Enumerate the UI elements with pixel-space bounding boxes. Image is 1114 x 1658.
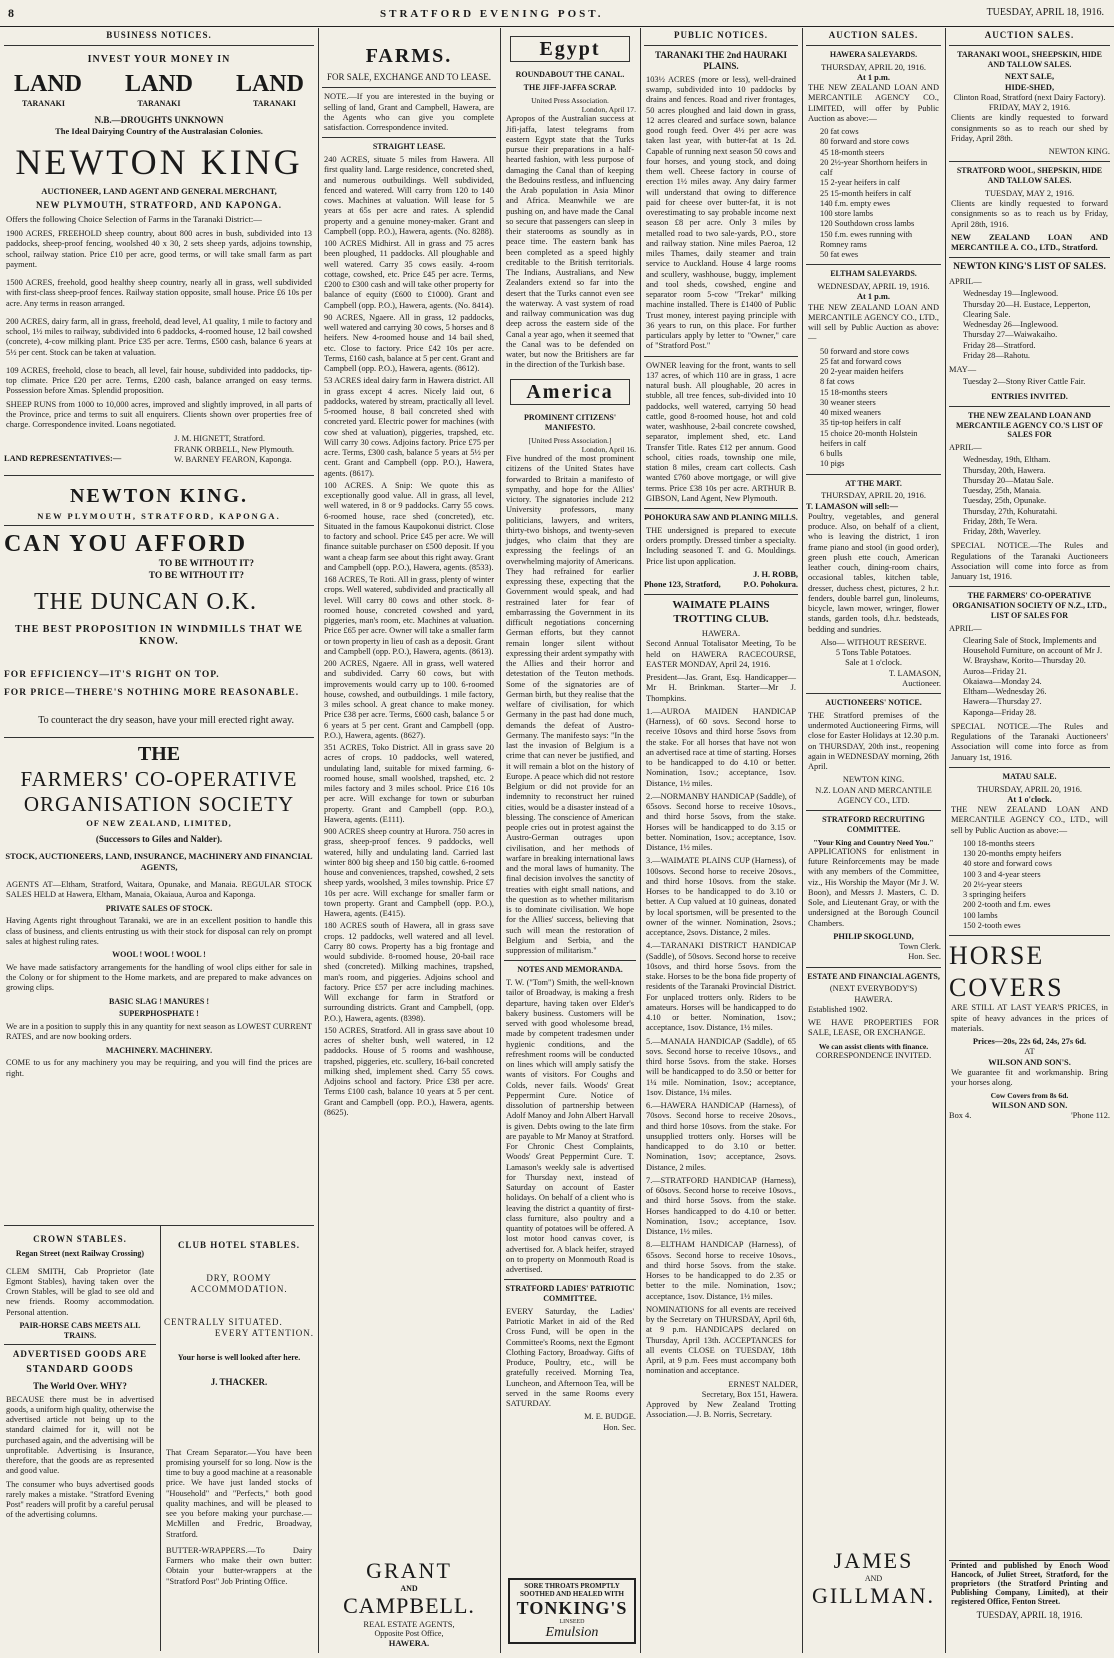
correspondence-line: CORRESPONDENCE INVITED.: [815, 1050, 932, 1060]
superphosphate-heading: SUPERPHOSPHATE !: [119, 1009, 199, 1019]
sale-date: THURSDAY, APRIL 20, 1916.: [821, 62, 926, 72]
pair-horse-line: PAIR-HORSE CABS MEETS ALL TRAINS.: [19, 1320, 141, 1340]
sale-time: At 1 o'clock.: [1007, 794, 1052, 804]
hauraki-heading: TARANAKI THE 2nd HAURAKI PLAINS.: [655, 49, 787, 71]
auctioneer-line: Auctioneer.: [902, 678, 941, 688]
recruiting-text: APPLICATIONS for enlistment in future Reinforcements may be made with any members of the Committee, viz., His Worship the Mayor (Mr J. W. Boon), and Messrs J. Masters, C. D. Sole, and Lieutenant Gray, or with the undersigned at the Borough Council Chambers.: [808, 846, 939, 928]
race-item: 1.—AUROA MAIDEN HANDICAP (Harness), of 60 sovs. Second horse to receive 10sovs and third horse 5sovs from the stake. For all horses that have not won an advertised race at time of starting. Horses to be handicapped to do 4.10 or better. Nomination, 1sov.; acceptance, 1sov. Distance, 1½ miles.: [646, 706, 796, 788]
regan-line: Regan Street (next Railway Crossing): [15, 1248, 145, 1258]
column-header: PUBLIC NOTICES.: [673, 30, 769, 40]
basic-slag-heading: BASIC SLAG ! MANURES !: [108, 996, 209, 1006]
farm-listing: 351 ACRES, Toko District. All in grass save 20 acres of crops. 10 paddocks, well watered, undulating land, suitable for mixed farming. 6-roomed house, small woolshed, trapshed, etc. 2 miles factory and 3 miles school. Price £16 10s per acre. Will exchange for town or suburban property. Grant and Campbell (opp. P.O.), Hawera, agents. (E111).: [324, 743, 494, 824]
mart-heading: AT THE MART.: [845, 478, 902, 488]
sale-date: FRIDAY, MAY 2, 1916.: [988, 103, 1071, 113]
counteract-line: To counteract the dry season, have your mill erected right away.: [38, 715, 294, 727]
sale-time: Sale at 1 o'clock.: [845, 658, 902, 668]
private-sales-text: Having Agents right throughout Taranaki, we are in an excellent position to handle this class of business, and clients entrusting us with their stock for disposal can rely on prompt sales at highest ruling rates.: [6, 916, 312, 946]
upa-line: United Press Association.: [531, 95, 609, 105]
sales-list: Clearing Sale of Stock, Implements and Household Furniture, on account of Mr J. W. Brayshaw, Korito—Thursday 20. Auroa—Friday 21. Okaiawa—Monday 24. Eltham—Wednesday 26. Hawera—Thursday 27. Kaponga—Friday 28.: [963, 635, 1103, 717]
sale-date: THURSDAY, APRIL 20, 1916.: [977, 784, 1082, 794]
machinery-heading: MACHINERY. MACHINERY.: [105, 1045, 213, 1055]
towns-line: NEW PLYMOUTH, STRATFORD, AND KAPONGA.: [35, 199, 283, 210]
lamason-text: Poultry, vegetables, and general produce. Also, on behalf of a client, who is leaving the district, 1 iron frame piano and stool (in good order), green plush ette couch, American leather couch, dining-room chairs, occasional tables, kitchen table, dresser, duchess chest, pictures, 2 h.r. fenders, double barrel gun, linoleums, bicycle, lawn mower, wringer, flower stands, garden tools, d.h.r. bedsteads, bedding and sundries.: [808, 511, 939, 634]
sale-date: WEDNESDAY, APRIL 19, 1916.: [817, 282, 930, 292]
prices-line: Prices—20s, 22s 6d, 24s, 27s 6d.: [972, 1037, 1087, 1047]
farm-listing: 1900 ACRES, FREEHOLD sheep country, about 800 acres in bush, subdivided into 13 paddocks, sheep-proof fencing, woolshed 40 x 30, 2 sets sheep yards, adjoins township, school, railway station. Price £10 per acre, good terms, or will take small farm as part payment.: [6, 229, 312, 269]
still-text: ARE STILL AT LAST YEAR'S PRICES, in spite of heavy advances in the prices of materials.: [951, 1003, 1108, 1033]
hide-shed: HIDE-SHED,: [1004, 82, 1055, 92]
special-notice: SPECIAL NOTICE.—The Rules and Regulations of the Taranaki Auctioneers Association will come into force as from January 1st, 1916.: [951, 541, 1108, 582]
horse-heading: HORSE: [949, 941, 1045, 971]
clients-text: Clients are kindly requested to forward consignments so as to reach us by Friday, April 28th, 1916.: [951, 199, 1108, 229]
without-line: TO BE WITHOUT IT?: [158, 559, 254, 570]
month-label: APRIL—: [949, 443, 982, 453]
farm-listing: 90 ACRES, Ngaere. All in grass, 12 paddocks, well watered and carrying 30 cows, 5 horses and 8 heifers. New 4-roomed house and 14 bail shed, etc. Close to factory. Price £42 10s per acre. Terms, £160 cash, balance at 5 per cent. Grant and Campbell (opp. P.O.), Hawera, agents. (8612).: [324, 312, 494, 374]
column-rule: [160, 1226, 161, 1651]
advertised-goods-heading: ADVERTISED GOODS ARE: [12, 1349, 148, 1360]
wool-heading: WOOL ! WOOL ! WOOL !: [112, 950, 206, 960]
meeting-line: Second Annual Totalisator Meeting, To be held on HAWERA RACECOURSE, EASTER MONDAY, April 24, 1916.: [646, 639, 796, 669]
manifesto-heading: PROMINENT CITIZENS' MANIFESTO.: [523, 413, 617, 432]
ideal-line: The Ideal Dairying Country of the Australasian Colonies.: [55, 126, 263, 137]
column-header: AUCTION SALES.: [828, 30, 919, 40]
dry-roomy-line: DRY, ROOMY ACCOMMODATION.: [190, 1272, 288, 1294]
grant-campbell-ad: GRANT AND CAMPBELL. REAL ESTATE AGENTS, Opposite Post Office, HAWERA.: [322, 1558, 496, 1648]
crown-stables-column: [4, 1230, 156, 1650]
clinton-road: Clinton Road, Stratford (next Dairy Factory).: [953, 92, 1106, 102]
potatoes-line: 5 Tons Table Potatoes.: [835, 648, 912, 658]
world-over-line: The World Over. WHY?: [33, 1380, 127, 1391]
farmers-logo-org: ORGANISATION SOCIETY: [23, 792, 295, 817]
land-banner: LAND LAND LAND: [14, 71, 304, 98]
month-label: APRIL—: [949, 623, 982, 633]
cow-covers-line: Cow Covers from 8s 6d.: [990, 1091, 1069, 1101]
wilson-contact: Box 4. 'Phone 112.: [949, 1110, 1110, 1120]
horse-looked-after: Your horse is well looked after here.: [177, 1352, 301, 1362]
race-item: 4.—TARANAKI DISTRICT HANDICAP (Saddle), of 50sovs. Second horse to receive 10sovs, and third horse 5sovs. from the stake. Horses to be the bona fide property of residents of the Taranaki Provincial District. For unplaced trotters only. Riders to be amateurs. Horses will be handicapped to do 4.10 or better. Nomination, 1sov.; acceptance, 1sov. Distance, 1½ miles.: [646, 941, 796, 1033]
section-rule: [4, 1225, 314, 1226]
stock-list: 50 forward and store cows 25 fat and forward cows 20 2-year maiden heifers 8 fat cows 15 18-months steers 30 weaner steers 40 mixed weaners 35 tip-top heifers in calf 15 choice 20-month Holstein heifers in calf 6 bulls 10 pigs: [820, 346, 918, 469]
farm-listing: 900 ACRES sheep country at Hurora. 750 acres in grass, sheep-proof fences. 9 paddocks, well watered, hilly and undulating land. Carried last winter 800 big sheep and 150 big cattle. 6-roomed house and conveniences, trapshed, cowshed, 2 sets sheep yards, woolshed, 3 miles township. Price £7 10s per acre. Will exchange for smaller farm or town property. Grant and Campbell (opp. P.O.), Hawera, agents. (E415).: [324, 827, 495, 919]
sale-date: TUESDAY, MAY 2, 1916.: [984, 188, 1075, 198]
matau-heading: MATAU SALE.: [1002, 771, 1057, 781]
properties-text: WE HAVE PROPERTIES FOR SALE, LEASE, OR EXCHANGE.: [808, 1018, 939, 1038]
nzla-text: THE NEW ZEALAND LOAN AND MERCANTILE AGENCY CO., LIMITED, will offer by Public Auction as above:—: [808, 83, 939, 123]
price-line: FOR PRICE—THERE'S NOTHING MORE REASONABLE.: [4, 687, 300, 698]
farmers-logo-title: FARMERS' CO-OPERATIVE: [20, 766, 298, 791]
invest-heading: INVEST YOUR MONEY IN: [87, 53, 231, 65]
column-header: AUCTION SALES.: [984, 30, 1075, 40]
nominations-text: NOMINATIONS for all events are received by the Secretary on THURSDAY, April 6th, at 9 p.m. HANDICAPS declared on Thursday, April 13th. ACCEPTANCES for all events CLOSE on TUESDAY, 18th April, at 9 p.m. Fees must accompany both nomination and acceptance.: [646, 1304, 796, 1376]
farm-listing: 100 ACRES. A Snip: We quote this as exceptionally good value. All in grass, all level, well watered, in 8 or 9 paddocks. Carry 55 cows. 6-roomed house, race shed (concreted), etc. Situated in the famous Kaupokonui district. Close to factory and school. Price £45 per acre. We will finance suitable purchaser on £500 deposit. If you want a cheap farm see about this right away. Grant and Campbell (opp. P.O.), Hawera, agents. (8533).: [324, 480, 494, 572]
note-text: NOTE.—If you are interested in the buying or selling of land, Grant and Campbell, Hawera, are the Agents who can give you complete satisfaction. Correspondence invited.: [324, 92, 494, 133]
race-item: 6.—HAWERA HANDICAP (Harness), of 70sovs. Second horse to receive 20sovs., and third horse 10sovs. from the stake. For unsupplied trotters only. Horses will be handicapped to do 3.10 or better. Nomination, 1sov; acceptance, 2sovs. Distance, 2 miles.: [646, 1101, 796, 1172]
farm-listing: 200 ACRES, Ngaere. All in grass, well watered and subdivided. Carry 60 cows, but with improvements would carry up to 100. 6-roomed house, cowshed, and outbuildings. 1 mile factory, 3 miles school. A great chance to make money. Price £38 per acre. Terms, £600 cash, balance 5 or 6 years at 5 per cent. Grant and Campbell (opp. P.O.), Hawera, agents. (8627).: [324, 659, 494, 740]
officials-line: President—Jas. Grant, Esq. Handicapper—Mr H. Brinkman. Starter—Mr J. Thompkins.: [646, 673, 796, 703]
lamason-line: T. LAMASON will sell:—: [806, 501, 898, 511]
column-rule: [640, 28, 641, 1653]
attention-line: EVERY ATTENTION.: [214, 1327, 314, 1338]
notes-text: T. W. ("Tom") Smith, the well-known tailor of Broadway, is making a fresh departure, having taken over Elder's bakery business. Customers will be served with good wholesome bread, made by competent tradesmen under hygienic conditions, and the refreshment rooms will be conducted on lines which will amply satisfy the wants of visitors. For Coughs and Colds, never fails. Woods' Great Peppermint Cure. Notice of dissolution of partnership between Adolf Manoy and John Albert Harvall is given. Debts owing to the late firm are payable to Mr Manoy at Stratford. For Chronic Chest Complaints, Woods' Great Peppermint Cure. T. Lamason's weekly sale is advertised for Thursday next, instead of Saturday on account of Easter holidays. On behalf of a client who is leaving the district a quantity of first-class furniture, also poultry and a quantity of potatoes will be offered. A lost motor hood canvas cover, is advertised for. A black heifer, strayed on to property on Monmouth Road is advertised.: [506, 978, 634, 1275]
newton-king-sig: NEWTON KING.: [842, 775, 905, 785]
superphosphate-text: We are in a position to supply this in any quantity for next season as LOWEST CURRENT RATES, and are now booking orders.: [6, 1022, 312, 1042]
farm-listing: 150 ACRES, Stratford. All in grass save about 10 acres of shelter bush, well watered, in 12 paddocks. House of 5 rooms and washhouse, trapshed, piggeries, etc. scullery, 16-bail concreted milking shed, implement shed. Carry 55 cows. Adjoins school and factory. Price £38 per acre. Terms £100 cash, balance 10 years at 5 per cent. Grant and Campbell (opp. P.O.), Hawera, agents. (8625).: [324, 1025, 494, 1117]
for-sale-heading: FOR SALE, EXCHANGE AND TO LEASE.: [327, 72, 491, 83]
farm-listing: 1500 ACRES, freehold, good healthy sheep country, nearly all in grass, well subdivided with first-class sheep-proof fences. Railway station opposite, small house. Price £6 10s per acre. Any terms in reason arranged.: [6, 278, 312, 308]
sale-date: THURSDAY, APRIL 20, 1916.: [821, 491, 926, 501]
jiff-jaffa-heading: THE JIFF-JAFFA SCRAP.: [523, 83, 617, 93]
farm-listing: 100 ACRES Midhirst. All in grass and 75 acres been ploughed, 11 paddocks. All ploughable and well watered. Carry 35 cows easily. 4-room cottage, cowshed, etc. Price £45 per acre. Terms, £200 to £300 cash and will take other property for balance of equity (£600 to £1000). Grant and Campbell (opp. P.O.), Hawera, agents. (No. 8414).: [324, 239, 494, 310]
next-everybody: (NEXT EVERYBODY'S): [829, 984, 918, 994]
dateline: London, April 17.: [581, 105, 636, 115]
estate-heading: ESTATE AND FINANCIAL AGENTS,: [807, 971, 940, 981]
king-country-line: "Your King and Country Need You.": [813, 837, 934, 847]
notes-heading: NOTES AND MEMORANDA.: [517, 965, 623, 975]
consumer-text: The consumer who buys advertised goods rarely makes a mistake. "Stratford Evening Post" readers will profit by a careful perusal of the advertising columns.: [6, 1479, 154, 1520]
business-notices-column: [4, 28, 314, 1218]
fcos-list-heading: THE FARMERS' CO-OPERATIVE ORGANISATION SOCIETY OF N.Z., LTD., LIST OF SALES FOR: [952, 591, 1107, 620]
farm-listing: 240 ACRES, situate 5 miles from Hawera. All first quality land. Large residence, concreted shed, and numerous outbuildings. Well subdivided, fenced and watered. Will carry from 120 to 140 cows. Machines at valuation. Will lease for 5 years at 65s per acre and rates. A splendid property and a genuine money-maker. Grant and Campbell (opp. P.O.), Hawera, agents. (No. 8288).: [324, 155, 494, 236]
column-rule: [802, 28, 803, 1653]
club-hotel-column: [164, 1230, 314, 1650]
auctioneer-line: AUCTIONEER, LAND AGENT AND GENERAL MERCHANT,: [41, 186, 277, 197]
club-hotel-heading: CLUB HOTEL STABLES.: [177, 1240, 301, 1250]
clients-text: Clients are kindly requested to forward consignments so as to reach our shed by Friday, April 28th.: [951, 113, 1108, 143]
entries-invited: ENTRIES INVITED.: [991, 391, 1068, 401]
farmers-logo-the: THE: [137, 743, 181, 766]
successors-line: (Successors to Giles and Nalder).: [95, 834, 223, 845]
farms-column: [322, 28, 496, 1650]
secretary-line: Secretary, Box 151, Hawera.: [701, 1389, 798, 1399]
approved-line: Approved by New Zealand Trotting Association.—J. B. Norris, Secretary.: [646, 1400, 796, 1420]
newspaper-title: STRATFORD EVENING POST.: [380, 8, 604, 20]
race-item: 5.—MANAIA HANDICAP (Saddle), of 65 sovs. Second horse to receive 10sovs., and third horse 5sovs. from the stake. Horses will be handicapped to do 3.50 or better for 1¼ mile. Nomination, 1sov.; acceptance, 1sov. Distance, 1¼ miles.: [646, 1036, 796, 1097]
newton-king-heading: NEWTON KING.: [69, 485, 249, 508]
page-number: 8: [8, 6, 14, 20]
column-rule: [500, 28, 501, 1653]
column-rule: [318, 28, 319, 1653]
farm-listing: 168 ACRES, Te Roti. All in grass, plenty of winter crops. Well watered, subdivided and practically all level. Will carry 80 cows and other stock. 8-roomed house, concreted cowshed and yard, piggeries, man's room, etc. Machines at valuation. Price £65 per acre. Owner will take a smaller farm or town property in lieu of cash as a deposit. Grant and Campbell (opp. P.O.), Hawera, agents. (8613).: [324, 575, 495, 656]
farm-listing: SHEEP RUNS from 1000 to 10,000 acres, improved and slightly improved, in all parts of the Province, price and terms to suit all enquirers. Clients shown over properties free of charge. Correspondence invited. Loans negotiated.: [6, 399, 312, 430]
notice-text: THE Stratford premises of the undermoted Auctioneering Firms, will close for Easter Holidays at 12.30 p.m. on THURSDAY, 20th inst., reopening again in WEDNESDAY morning, 26th April.: [808, 710, 939, 772]
egypt-heading: Egypt: [510, 36, 630, 62]
duncan-ok-heading: THE DUNCAN O.K.: [34, 589, 257, 616]
next-sale: NEXT SALE,: [1004, 72, 1055, 82]
sales-list: Tuesday 2—Stony River Cattle Fair.: [963, 377, 1086, 387]
wilson-line: WILSON AND SON'S.: [988, 1057, 1071, 1067]
farm-listing: 200 ACRES, dairy farm, all in grass, freehold, dead level, A1 quality, 1 mile to factory and school, 1½ miles to railway, subdivided into 6 paddocks, 4-roomed house, 12 bail cowshed (concrete), 4-cow milking plant. Price £35 per acre. Terms, £500 cash, balance 6 years at 5½ per cent. Stock can be taken at valuation.: [6, 316, 312, 357]
without-line: TO BE WITHOUT IT?: [148, 570, 244, 581]
nz-limited: OF NEW ZEALAND, LIMITED,: [86, 817, 232, 828]
covers-heading: COVERS: [949, 972, 1064, 1002]
farms-heading: FARMS.: [365, 45, 453, 67]
stratford-wool-heading: STRATFORD WOOL, SHEPSKIN, HIDE AND TALLOW SALES.: [956, 166, 1103, 186]
crown-stables-heading: CROWN STABLES.: [33, 1234, 127, 1244]
hauraki-text: 103½ ACRES (more or less), well-drained swamp, subdivided into 10 paddocks by drains and fences. Road and river frontages, 50 acres ploughed and laid down in grass, 12 acres cleared and surface sown, balance good rough feed. Over 4½ per acre was taken last year, with butter-fat at 1s 2d. Capable of running next season 50 cows and four horses, and young stock, and doing them well. Cheese factory in course of erection 1½ miles away. Any dairy farmer will understand that owing to difference paid for cheese over butter-fat, it is not overestimating to say probable income next season £8 per acre. Only 3 miles by metalled road to two sale-yards, P.O., store and railway station. Nine miles Paeroa, 12 miles Thames, daily steamer and train service to Auckland. House 4 large rooms and scullery, washhouse, buggy, implement and tool sheds, cowshed, engine and separator room 5-cow "Trekar" milking machine installed. There is £1400 of Public Trust money, interest paying principle with 36 years to run, on this place. For further particulars apply by letter to "Owner," care of "Stratford Post.": [646, 74, 796, 351]
hon-sec: Hon. Sec.: [603, 1422, 636, 1432]
issue-date: TUESDAY, APRIL 18, 1916.: [986, 7, 1104, 18]
private-sales-heading: PRIVATE SALES OF STOCK.: [105, 903, 213, 913]
auction-sales-column-2: [949, 28, 1110, 1650]
owner-text: OWNER leaving for the front, wants to sell 137 acres, of which 110 are in grass, 1 acre natural bush. All ploughable, 20 acres in stubble, all tree fences, sub-divided into 10 paddocks, well watered, carrying 50 head cattle, good 8-roomed house, hot and cold water, washhouse, 2-bail concrete cowshed, separator, implement shed, etc. Land Transfer Title. Rates £12 per annum. Good school, cities roads, township one mile, station 8 miles, cream cart collects. Cash wanted £760 above mortgage, or will give terms. Price £38 10s per acre. ARTHUR B. GIBSON, Land Agent, New Plymouth.: [646, 360, 796, 503]
nzla-list-heading: THE NEW ZEALAND LOAN AND MERCANTILE AGENCY CO.'S LIST OF SALES FOR: [956, 410, 1103, 440]
column-rule: [945, 28, 946, 1653]
towns-line-2: NEW PLYMOUTH, STRATFORD, KAPONGA.: [37, 510, 281, 521]
wilson-signature: WILSON AND SON.: [991, 1100, 1068, 1110]
tonkings-ad: SORE THROATS PROMPTLY SOOTHED AND HEALED WITH TONKING'S LINSEED Emulsion: [508, 1578, 636, 1644]
nzlm-sig: N.Z. LOAN AND MERCANTILE AGENCY CO., LTD.: [815, 785, 932, 805]
sales-list: Wednesday 19—Inglewood. Thursday 20—H. Eustace, Lepperton, Clearing Sale. Wednesday 26—Inglewood. Thursday 27—Waiwakaiho. Friday 28—Stratford. Friday 28—Rahotu.: [963, 289, 1091, 360]
sale-time: At 1 p.m.: [856, 292, 891, 302]
auction-sales-column: [806, 28, 941, 1650]
centrally-line: CENTRALLY SITUATED.: [164, 1316, 283, 1327]
efficiency-line: FOR EFFICIENCY—IT'S RIGHT ON TOP.: [4, 670, 220, 681]
separator-text: That Cream Separator.—You have been promising yourself for so long. Now is the time to buy a good machine at a reasonable price. We have just landed stocks of "Household" and "Perfects," both good quality machines, and will be pleased to see you before making your purchase.—McMillen and Fredric, Broadway, Stratford.: [166, 1447, 312, 1539]
taranaki-banner: TARANAKI TARANAKI TARANAKI: [22, 99, 296, 109]
public-notices-column: [644, 28, 798, 1650]
land-representatives: LAND REPRESENTATIVES:— J. M. HIGNETT, Stratford. FRANK ORBELL, New Plymouth. W. BARNEY FEARON, Kaponga.: [4, 434, 294, 464]
hawera-line: HAWERA.: [701, 629, 741, 639]
hawera-saleyards: HAWERA SALEYARDS.: [829, 49, 918, 59]
eltham-saleyards: ELTHAM SALEYARDS.: [830, 269, 917, 279]
straight-lease-heading: STRAIGHT LEASE.: [372, 142, 446, 152]
nalder-signature: ERNEST NALDER,: [728, 1379, 798, 1389]
waimate-heading: WAIMATE PLAINS TROTTING CLUB.: [672, 599, 770, 625]
finance-line: We can assist clients with finance.: [818, 1041, 929, 1051]
budge-signature: M. E. BUDGE.: [584, 1412, 636, 1422]
stock-list: 100 18-months steers 130 20-months empty heifers 40 store and forward cows 100 3 and 4-year steers 20 2½-year steers 3 springing heifers 200 2-tooth and f.m. ewes 100 lambs 150 2-tooth ewes: [963, 838, 1062, 930]
sale-time: At 1 p.m.: [856, 72, 891, 82]
race-item: 7.—STRATFORD HANDICAP (Harness), of 60sovs. Second horse to receive 10sovs., and third horse 5sovs. from the stake. Horses handicapped to do 4.10 or better. Nomination, 1sov.; acceptance, 1sov. Distance, 1½ miles.: [646, 1175, 796, 1237]
masthead: [0, 0, 1114, 27]
egypt-text: Apropos of the Australian success at Jifi-jaffa, latest telegrams from eastern Egypt state that the Turks pursue their preparations in a half-hearted fashion, with less purpose of damaging the Canal than of keeping the Bedouins restless, and influencing the Arab population in Asia Minor and Africa. Meanwhile we are pushing on, and have made the Canal so secure that passengers can sleep in their staterooms as soundly as in peace time. The eastern bank has been completed as a speed highly creditable to the British territorials. The Indians, Australians, and New Zealanders extend so far into the desert that the Turks cannot even see the waterway. A vast system of road and railway communication was dug deep across the eastern side of the Canal a year ago, when it seemed that the Canal was to be defended on water, but now the Britishers are far in the direction of the Turkish base.: [506, 114, 634, 370]
nzla-text: THE NEW ZEALAND LOAN AND MERCANTILE AGENCY CO., LTD., will sell by Public Auction as above:—: [808, 302, 939, 343]
at-line: AT: [1024, 1047, 1035, 1057]
special-notice: SPECIAL NOTICE.—The Rules and Regulations of the Taranaki Auctioneers' Association will come into force as from January 1st, 1916.: [951, 721, 1108, 762]
farm-listing: 53 ACRES ideal dairy farm in Hawera district. All in grass except 4 acres. Nicely laid out, 6 paddocks, watered by stream, practically all level. 5-roomed house, 8 bail concreted shed with concreted yard. Electric power for machines (with cow shed at valuation), piggeries, trapshed, etc. Will carry 30 cows. Adjoins factory. Price £75 per acre. Terms, £300 cash, balance 5 years at 5½ per cent. Grant and Campbell (opp. P.O.), Hawera, agents. (8617).: [324, 376, 494, 478]
nzlm-line: NEW ZEALAND LOAN AND MERCANTILE A. CO., LTD., Stratford.: [951, 232, 1108, 253]
machinery-text: COME to us for any machinery you may be requiring, and you will find the prices are right.: [6, 1058, 312, 1078]
robb-signature: J. H. ROBB,: [753, 569, 798, 579]
pohokura-text: THE undersigned is prepared to execute orders promptly. Dressed timber a specialty. Including seasoned T. and G. Mouldings. Price list upon application.: [646, 525, 796, 566]
droughts-line: N.B.—DROUGHTS UNKNOWN: [94, 115, 224, 126]
race-item: 8.—ELTHAM HANDICAP (Harness), of 65sovs. Second horse to receive 10sovs., and third horse 5sovs. from the stake. Horses to be handicapped to do 2.35 or better to the mile. Nomination, 1sov.; acceptance, 1sov. Distance, 1½ miles.: [646, 1240, 796, 1301]
ladies-heading: STRATFORD LADIES' PATRIOTIC COMMITTEE.: [505, 1284, 635, 1304]
pohokura-contact: Phone 123, Stratford, P.O. Pohokura.: [644, 580, 798, 590]
james-gillman-ad: JAMES AND GILLMAN.: [806, 1548, 941, 1609]
sales-list: Wednesday, 19th, Eltham. Thursday, 20th, Hawera. Thursday 20—Matau Sale. Tuesday, 25th, Manaia. Tuesday, 25th, Opunake. Thursday, 27th, Kohuratahi. Friday, 28th, Te Wera. Friday, 28th, Waverley.: [963, 455, 1058, 537]
skoglund-signature: PHILIP SKOGLUND,: [833, 931, 914, 941]
pohokura-heading: POHOKURA SAW AND PLANING MILLS.: [644, 513, 798, 523]
ladies-text: EVERY Saturday, the Ladies' Patriotic Market in aid of the Red Cross Fund, will be open in the Committee's Rooms, next the Egmont Clothing Factory, Broadway. Gifts of Produce, Poultry, etc., will be gratefully received. Morning Tea, Luncheon, and Afternoon Tea, will be served in the same Rooms every SATURDAY.: [506, 1306, 634, 1409]
race-item: 2.—NORMANBY HANDICAP (Saddle), of 65sovs. Second horse to receive 10sovs., and third horse 5sovs, from the stake. Horses will be handicapped to do 3.15 or better. Nomination, 1sov.; acceptance, 1sov. Distance, 1½ miles.: [646, 791, 796, 853]
newton-king-sig: NEWTON KING.: [1048, 147, 1110, 157]
windmill-line: THE BEST PROPOSITION IN WINDMILLS THAT WE KNOW.: [15, 623, 303, 647]
newton-king-list: NEWTON KING'S LIST OF SALES.: [953, 262, 1106, 273]
standard-goods-heading: STANDARD GOODS: [26, 1364, 134, 1376]
month-label: APRIL—: [949, 277, 982, 287]
auctioneers-notice-heading: AUCTIONEERS' NOTICE.: [825, 698, 922, 708]
stock-list: 20 fat cows 80 forward and store cows 45 18-month steers 20 2½-year Shorthorn heifers in calf 15 2-year heifers in calf 25 15-month heifers in calf 140 f.m. empty ewes 100 store lambs 120 Southdown cross lambs 150 f.m. ewes running with Romney rams 50 fat ewes: [820, 127, 928, 260]
town-clerk: Town Clerk.: [899, 942, 941, 952]
hon-sec: Hon. Sec.: [908, 952, 941, 962]
dateline: London, April 16.: [581, 444, 636, 454]
because-text: BECAUSE there must be in advertised goods, a uniform high quality, otherwise the advertised article not being up to the standard claimed for it, will not be purchased again, and the advertising will be unprofitable. Advertising is Insurance, therefore, that the goods are as represented and good value.: [6, 1394, 154, 1476]
wool-sales-heading: TARANAKI WOOL, SHEEPSKIN, HIDE AND TALLOW SALES.: [957, 49, 1102, 69]
wool-text: We have made satisfactory arrangements for the handling of wool clips either for sale in the Colony or for shipment to the Home markets, and are prepared to make advances on growing clips.: [6, 962, 312, 993]
roundabout-heading: ROUNDABOUT THE CANAL.: [515, 70, 625, 80]
newton-king-logo: NEWTON KING: [15, 141, 303, 182]
offers-line: Offers the following Choice Selection of Farms in the Taranaki District:—: [6, 213, 262, 224]
butter-wrappers-text: BUTTER-WRAPPERS.—To Dairy Farmers who make their own butter: Obtain your butter-wrappers at the "Stratford Post" Job Printing Office.: [166, 1545, 312, 1586]
clem-smith-text: CLEM SMITH, Cab Proprietor (late Egmont Stables), having taken over the Crown Stables, will be glad to see old and new friends. Roomy accommodation. Personal attention.: [6, 1266, 154, 1317]
stock-line: STOCK, AUCTIONEERS, LAND, INSURANCE, MACHINERY AND FINANCIAL AGENTS,: [5, 851, 313, 872]
hawera-line: HAWERA.: [854, 994, 893, 1004]
farm-listing: 180 ACRES south of Hawera, all in grass save crops. 12 paddocks, well watered and all level. Carry 80 cows. Property has a big frontage and would subdivide. 8-roomed house, 20-bail race shed (concreted). Milking machines, trapshed, man's room, and piggeries. Adjoins school and factory. Price £57 per acre including machines. Will exchange for farm in Stratford or surrounding districts. Grant and Campbell, (opp. P.O.), Hawera, agents. (8398).: [324, 921, 494, 1023]
month-label: MAY—: [949, 365, 977, 375]
can-you-afford: CAN YOU AFFORD: [4, 530, 248, 557]
recruiting-heading: STRATFORD RECRUITING COMMITTEE.: [822, 815, 925, 834]
america-text: Five hundred of the most prominent citizens of the United States have forwarded to Britain a manifesto of sympathy, and hope for the Allies' victory. The signatories include 212 University professors, many politicians, lawyers, and writers, thirty-two bishops, and twenty-seven judges, who claim that they are expressing the feelings of an overwhelming majority of Americans. They had refrained for earlier expressing these, expecting that the Government would speak, and had restrained later for fear of embarrassing the Government in its difficult negotiations concerning German efforts, but they cannot remain longer silent without expressing their ardent sympathy with the Allies and their horror and detestation of the Teuton methods. Some of the signatories are of German birth, but they realise that the welfare of civilisation, for which Germany in the past had done much, demands the defeat of Austro-Germany. The manifesto says: "In the last the invasion of Belgium is a crime that can never be justified, and it will remain a blot on the history of Europe. A peace which did not restore Belgium or did not provide for an indemnity to reconstruct her ruined cities, would be a disaster instead of a blessing. The conscience of American people cries out in protest against the Austro-German outrages upon civilisation, and her methods of warfare in breaking international laws and the moral laws of humanity. The final decision involves the sanctity of treaties with eight small nations, and the question as to whether militarism is to dominate civilisation. We hope for the Allies' success, believing that such will mean the restoration of Belgium and Serbia, and the suppression of militarism.": [506, 454, 634, 956]
guarantee-text: We guarantee fit and workmanship. Bring your horses along.: [951, 1067, 1108, 1088]
news-column: [504, 28, 636, 1650]
reserve-line: Also— WITHOUT RESERVE.: [820, 637, 927, 647]
race-item: 3.—WAIMATE PLAINS CUP (Harness), of 100sovs. Second horse to receive 20sovs., and third horse 10sovs. from the stake. Horses to be handicapped to do 3.10 or better. A Cup valued at 10 guineas, donated by local sportsmen, will be presented to the owner of the winner. Nomination, 2sovs.; acceptance, 2sovs. Distance, 2 miles.: [646, 856, 796, 938]
lamason-signature: T. LAMASON,: [888, 668, 941, 678]
column-header: BUSINESS NOTICES.: [106, 30, 212, 40]
agents-line: AGENTS AT—Eltham, Stratford, Waitara, Opunake, and Manaia. REGULAR STOCK SALES HELD at Hawera, Eltham, Manaia, Okaiaua, Auroa and Kaponga.: [6, 880, 312, 900]
farm-listing: 109 ACRES, freehold, close to beach, all level, fair house, subdivided into paddocks, tip-top climate. Price £20 per acre. Terms, £200 cash, balance arranged on easy terms. Possession before Xmas. Splendid proposition.: [6, 365, 312, 396]
thacker-signature: J. THACKER.: [210, 1376, 268, 1387]
established-line: Established 1902.: [808, 1004, 868, 1014]
nzla-text: THE NEW ZEALAND LOAN AND MERCANTILE AGENCY CO., LTD., will sell by Public Auction as above:—: [951, 805, 1108, 835]
america-heading: America: [510, 379, 630, 405]
imprint: Printed and published by Enoch Wood Hancock, of Juliet Street, Stratford, for the proprietors (the Stratford Printing and Publishing Company, Limited), at their registered Office, Fenton Street. TUESDAY, APRIL 18, 1916.: [951, 1561, 1108, 1620]
upa-line: [United Press Association.]: [528, 435, 612, 445]
